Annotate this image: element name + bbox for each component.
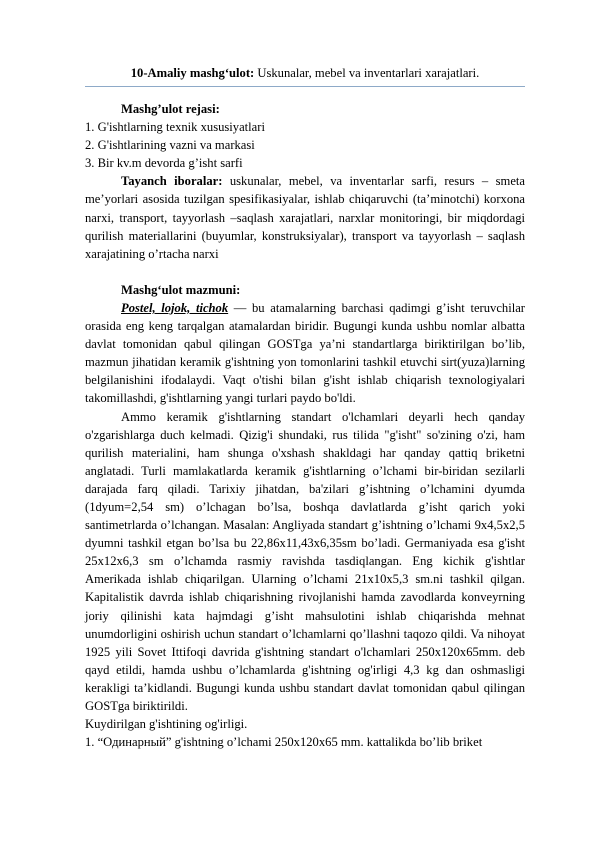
plan-item: 2. G'ishtlarining vazni va markasi [85, 138, 255, 153]
title-label: 10-Amaliy mashg‘ulot: [130, 66, 255, 80]
paragraph-list-item: 1. “Одинарный” g'ishtning o’lchami 250x120x65 mm. kattalikda bo’lib briket [85, 735, 483, 750]
paragraph-standards: Ammo keramik g'ishtlarning standart o'lchamlari deyarli hech qanday o'zgarishlarga duch kelmadi. Qizig'i shundaki, rus tilida "g'isht" so'zining o'zi, ham qurilish materialini, ham shunga o'xshash shakldagi har qanday qattiq briketni anglatadi. Turli mamlakatlarda keramik g'ishtlarning o’lchami bir-biridan sezilarli darajada farq qiladi. Tarixiy jihatdan, ba'zilari g’ishtning o’lchamini dyumda (1dyum=2,54 sm) o’lchagan bo’lsa, boshqa davlatlarda g’isht qarich yoki santimetrlarda o’lchangan. Masalan: Angliyada standart g’ishtning o’lchami 9x4,5x2,5 dyumni tashkil etgan bo’lsa bu 22,86x11,43x6,35sm bo’ladi. Germaniyada esa g'isht 25x12x6,3 sm o’lchamda rasmiy ravishda tasdiqlangan. Eng kichik g'ishtlar Amerikada ishlab chiqarilgan. Ularning o’lchami 21x10x5,3 sm.ni tashkil qilgan. Kapitalistik davrda ishlab chiqarishning rivojlanishi hamda zavodlarda konveyrning joriy qilinishi kata hajmdagi g’isht mahsulotini ishlab chiqarishda mehnat unumdorligini oshirish uchun standart o’lchamlarni qo’llashni taqozo qildi. Va nihoyat 1925 yili Sovet Ittifoqi davrida g'ishtning standart o'lchamlari 250x120x65mm. deb qayd etildi, hamda ushbu o’lchamlarda g'ishtning og'irligi 4,3 kg dan oshmasligi kerakligi ta’kidlandi. Bugungi kunda ushbu standart davlat tomonidan qabul qilingan GOSTga biriktirildi. [85, 409, 525, 713]
plan-item: 1. G'ishtlarning texnik xususiyatlari [85, 120, 265, 135]
content-heading: Mashg‘ulot mazmuni: [121, 282, 241, 297]
document-body [85, 100, 525, 751]
plan-item: 3. Bir kv.m devorda g’isht sarfi [85, 156, 243, 171]
terms-highlight: Postel, lojok, tichok [121, 300, 229, 315]
plan-heading: Mashg’ulot rejasi: [121, 102, 220, 116]
key-concepts-text: uskunalar, mebel, va inventarlar sarfi, resurs – smeta me’yorlari asosida tuzilgan spesifikasiyalar, ishlab chiqaruvchi (ta’minotchi) korxona narxi, transport, tayyorlash –saqlash xarajatlari, narxlar monitoringi, bir miqdordagi qurilish materiallarini (buyumlar, konstruksiyalar), transport va tayyorlash – saqlash xarajatining o’rtacha narxi [85, 174, 525, 261]
paragraph-weight-heading: Kuydirilgan g'ishtining og'irligi. [85, 717, 248, 732]
title-text: Uskunalar, mebel va inventarlari xarajatlari. [254, 66, 480, 80]
key-concepts-label: Tayanch iboralar: [121, 174, 223, 189]
page-title [85, 64, 525, 82]
title-divider [85, 86, 525, 87]
paragraph-terms [85, 299, 525, 408]
spacer [85, 263, 525, 281]
terms-text: — bu atamalarning barchasi qadimgi g’isht teruvchilar orasida eng keng tarqalgan atamalardan biridir. Bugungi kunda ushbu nomlar albatta davlat tomonidan qabul qilingan GOSTga ya’ni standartlarga biriktirilgan bo’lib, mazmun jihatidan keramik g'ishtning yon tomonlarini tashkil etuvchi sirt(yuza)larning belgilanishini ifodalaydi. Vaqt o'tishi bilan g'isht ishlab chiqarish texnologiyalari takomillashdi, g'ishtlarning yangi turlari paydo bo'ldi. [85, 300, 525, 406]
key-concepts-paragraph [85, 172, 525, 262]
